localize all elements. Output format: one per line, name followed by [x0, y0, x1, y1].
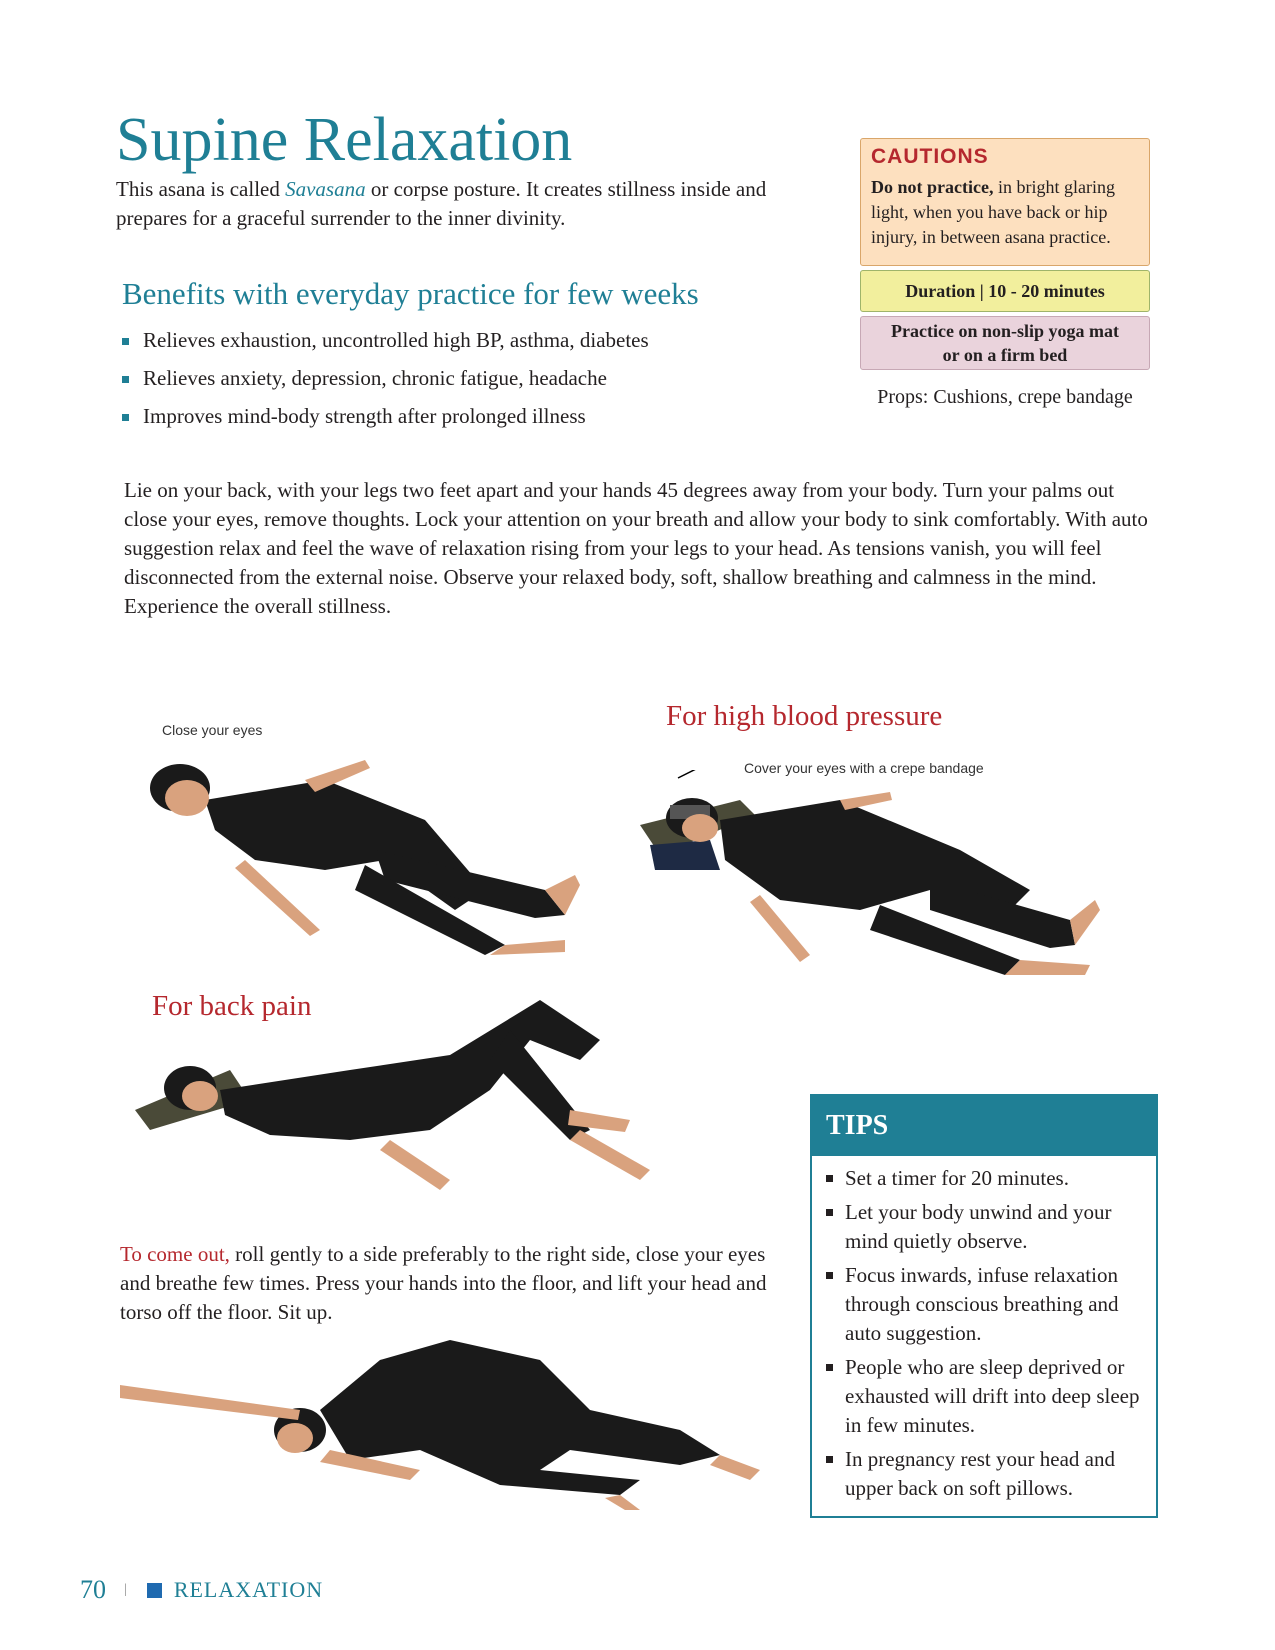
list-item [826, 1164, 1146, 1193]
tips-box [810, 1094, 1158, 1518]
caption-cover-eyes: Cover your eyes with a crepe bandage [744, 760, 984, 776]
page-number: 70 [80, 1575, 106, 1604]
bullet-square-icon [122, 376, 129, 383]
list-item [122, 404, 649, 442]
page-title: Supine Relaxation [116, 106, 573, 174]
intro-paragraph [116, 175, 816, 233]
benefits-list [122, 328, 649, 442]
tip-text: People who are sleep deprived or exhausted will drift into deep sleep in few minutes. [845, 1355, 1140, 1437]
back-pain-pose-photo [130, 1000, 690, 1210]
caption-pointer-line [678, 770, 710, 778]
intro-emphasis: Savasana [285, 177, 366, 201]
come-out-lead: To come out, [120, 1242, 230, 1266]
tip-text: In pregnancy rest your head and upper back on soft pillows. [845, 1447, 1115, 1500]
props-text: Props: Cushions, crepe bandage [877, 386, 1133, 408]
mat-line-2: or on a firm bed [942, 345, 1068, 365]
tip-text: Set a timer for 20 minutes. [845, 1166, 1069, 1190]
bullet-square-icon [122, 338, 129, 345]
footer-separator: | [124, 1582, 127, 1597]
tip-text: Focus inwards, infuse relaxation through conscious breathing and auto suggestion. [845, 1263, 1119, 1345]
page-footer [80, 1575, 323, 1605]
mat-line-1: Practice on non-slip yoga mat [891, 321, 1119, 341]
cautions-body: in bright glaring light, when you have back or hip injury, in between asana practice. [871, 177, 1115, 247]
footer-section-title: RELAXATION [173, 1577, 324, 1602]
benefit-text: Improves mind-body strength after prolonged illness [143, 404, 586, 428]
instructions-paragraph: Lie on your back, with your legs two feet apart and your hands 45 degrees away from your body. Turn your palms out close your eyes, remove thoughts. Lock your attention on your breath and allow your body to sink comfortably. With auto suggestion relax and feel the wave of relaxation rising from your legs to your head. As tensions vanish, you will feel disconnected from the external noise. Observe your relaxed body, soft, shallow breathing and calmness in the mind. Experience the overall stillness. [124, 478, 1148, 618]
caption-close-eyes: Close your eyes [162, 722, 263, 738]
come-out-pose-photo [120, 1320, 790, 1510]
list-item [826, 1353, 1146, 1440]
come-out-paragraph [120, 1240, 800, 1327]
bullet-square-icon [826, 1209, 833, 1216]
mat-box [860, 316, 1150, 370]
supine-pose-photo [125, 740, 605, 960]
high-bp-pose-photo [630, 770, 1120, 990]
bullet-square-icon [122, 414, 129, 421]
list-item [826, 1445, 1146, 1503]
section-square-icon [147, 1583, 162, 1598]
bullet-square-icon [826, 1456, 833, 1463]
duration-box: Duration | 10 - 20 minutes [860, 270, 1150, 312]
list-item [826, 1198, 1146, 1256]
bullet-square-icon [826, 1364, 833, 1371]
high-bp-heading: For high blood pressure [666, 700, 943, 732]
cautions-text [871, 175, 1139, 250]
benefit-text: Relieves exhaustion, uncontrolled high BP, asthma, diabetes [143, 328, 649, 352]
cautions-box [860, 138, 1150, 266]
bullet-square-icon [826, 1272, 833, 1279]
bullet-square-icon [826, 1175, 833, 1182]
intro-text-after: or corpse posture. It creates stillness inside and prepares for a graceful surrender to the inner divinity. [116, 177, 767, 230]
benefits-heading: Benefits with everyday practice for few weeks [122, 276, 699, 311]
back-pain-heading: For back pain [152, 990, 312, 1022]
list-item [826, 1261, 1146, 1348]
come-out-text: roll gently to a side preferably to the right side, close your eyes and breathe few times. Press your hands into the floor, and lift your head and torso off the floor. Sit up. [120, 1242, 767, 1324]
tip-text: Let your body unwind and your mind quietly observe. [845, 1200, 1112, 1253]
tips-list [812, 1156, 1156, 1503]
cautions-lead: Do not practice, [871, 177, 994, 197]
benefit-text: Relieves anxiety, depression, chronic fatigue, headache [143, 366, 607, 390]
intro-text-before: This asana is called [116, 177, 286, 201]
list-item [122, 328, 649, 366]
tips-title: TIPS [812, 1096, 1156, 1156]
cautions-title: CAUTIONS [871, 145, 989, 168]
list-item [122, 366, 649, 404]
